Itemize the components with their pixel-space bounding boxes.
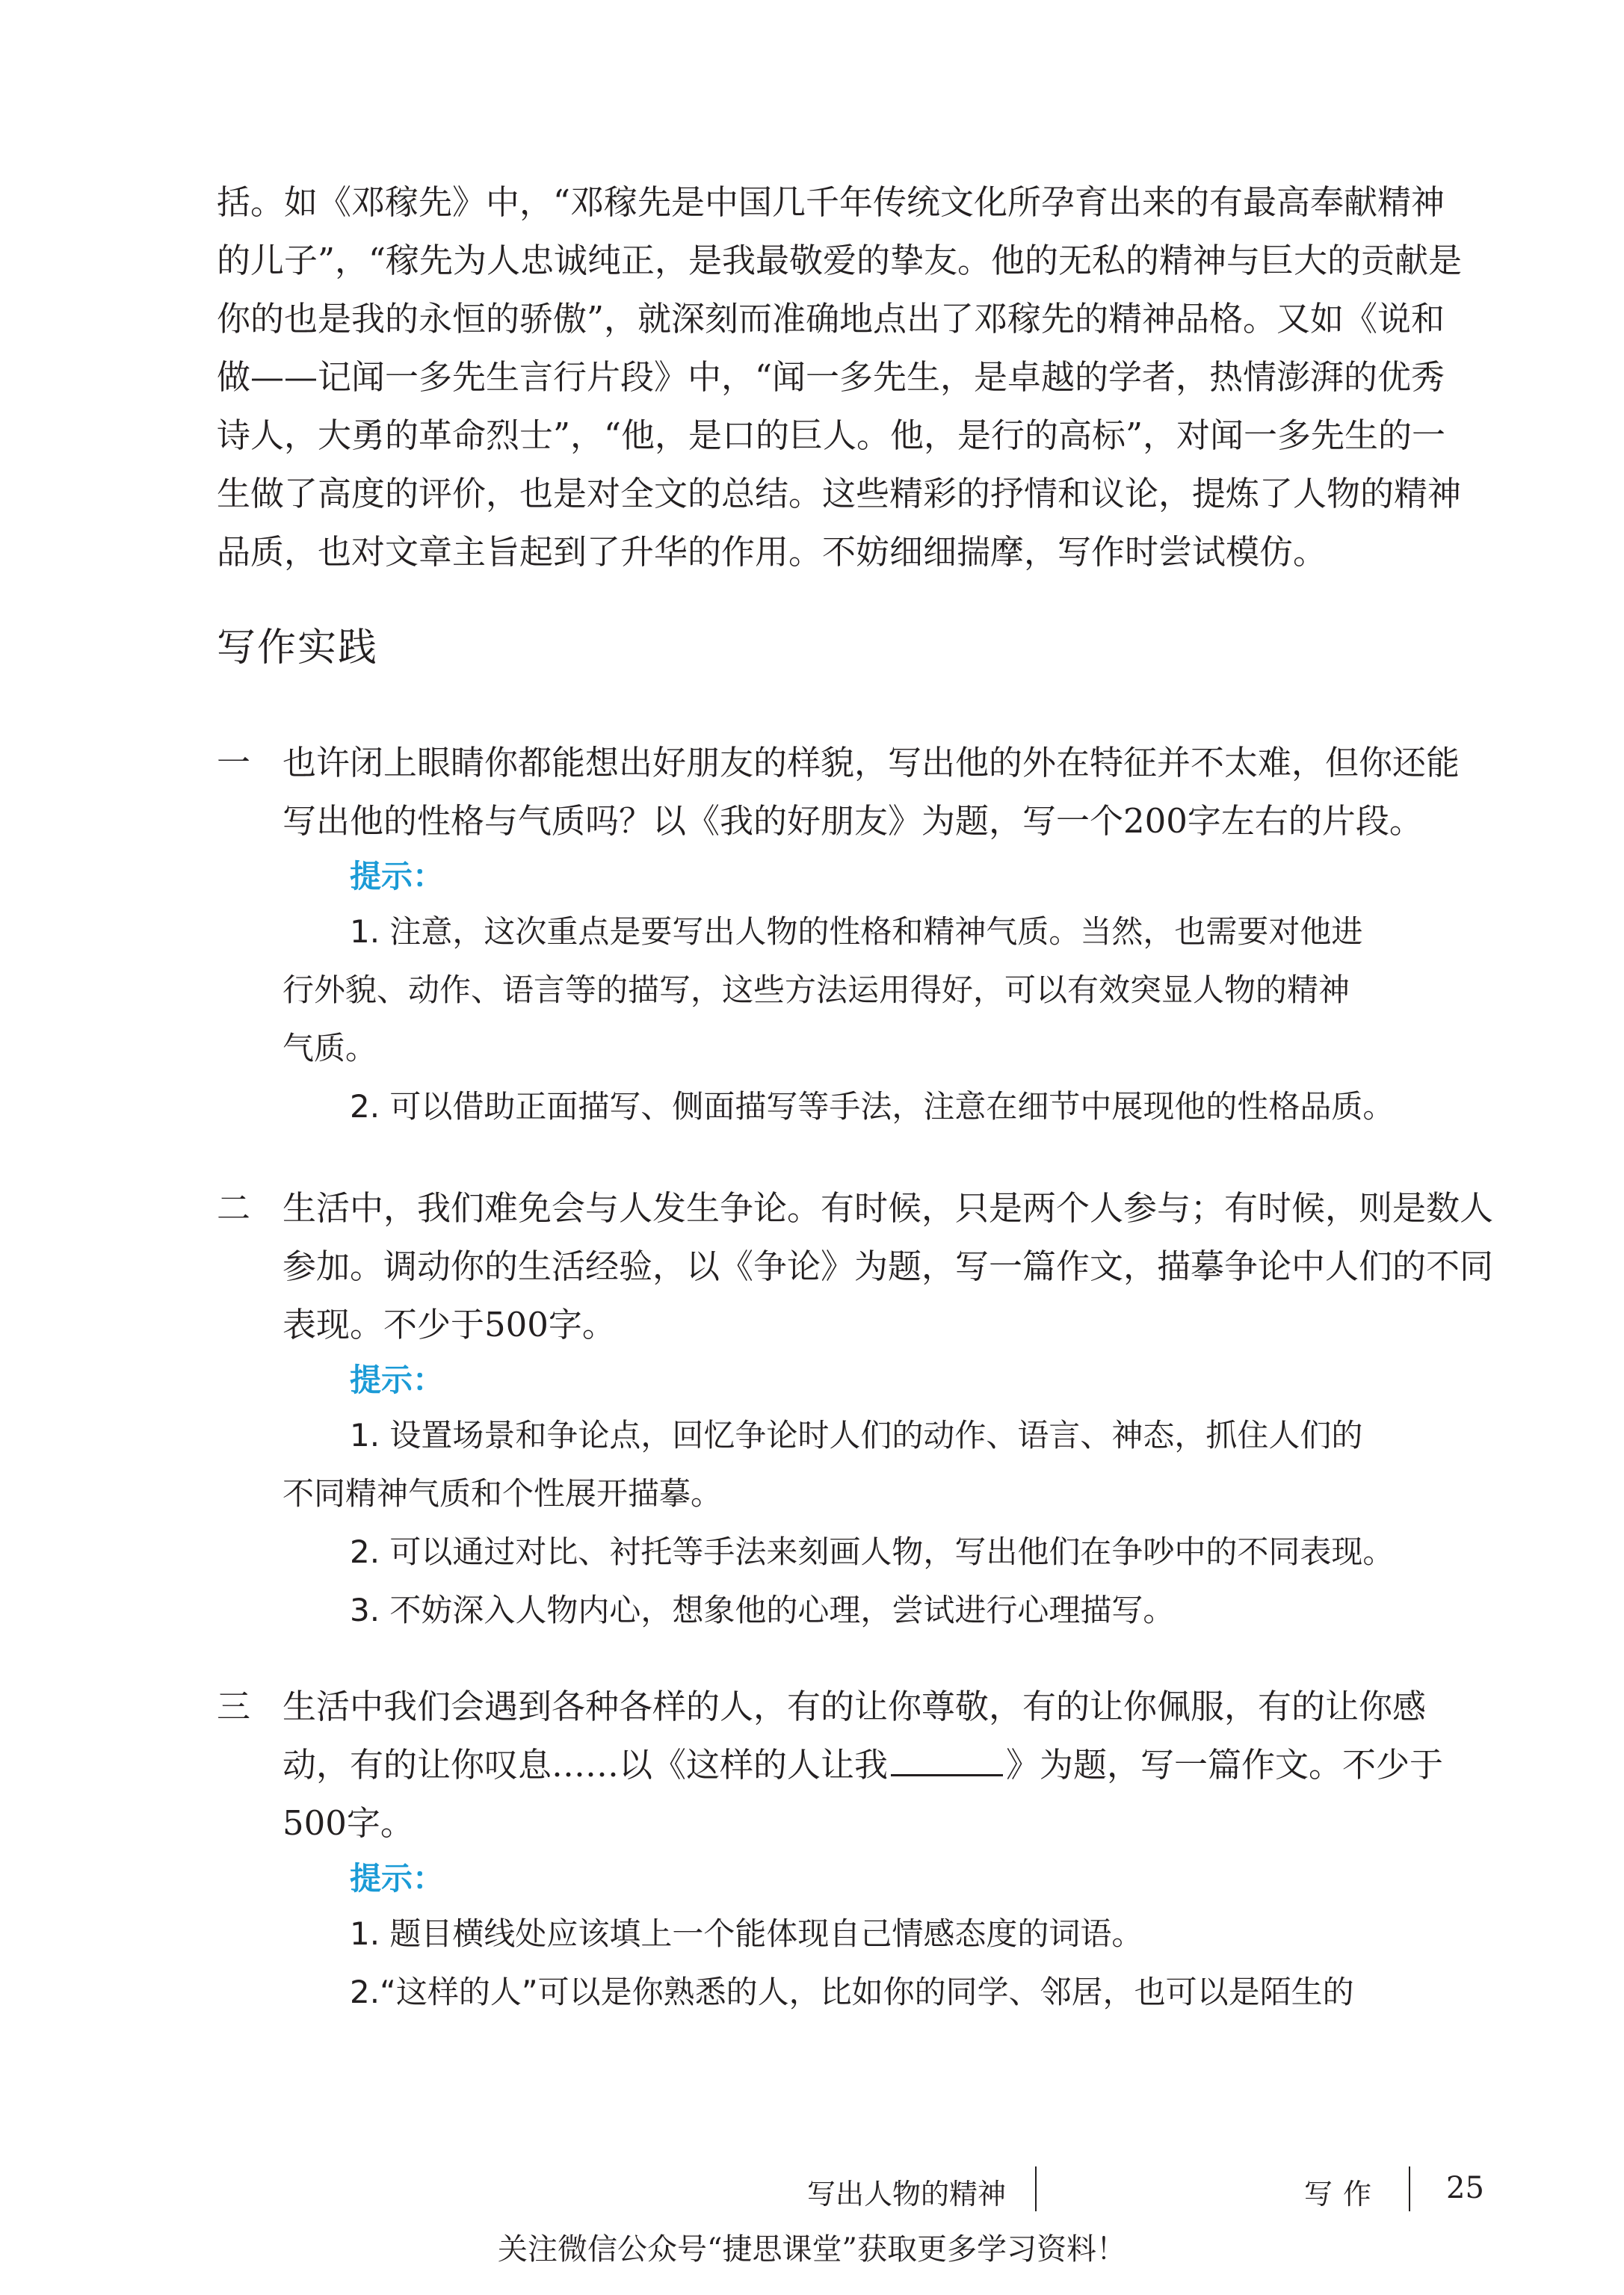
writing-task-2 [217, 1179, 1502, 1640]
hint-line: 不同精神气质和个性展开描摹。 [282, 1475, 723, 1512]
task-line-part: 》为题，写一篇作文。不少于 [1006, 1745, 1444, 1785]
task-number: 一 [217, 743, 251, 782]
footer-section-title: 写作 [1304, 2178, 1383, 2211]
task-number: 二 [217, 1188, 251, 1228]
section-heading: 写作实践 [217, 626, 379, 670]
hint-label: 提示： [350, 1362, 445, 1398]
task-number: 三 [217, 1687, 251, 1726]
hint-line: 行外貌、动作、语言等的描写，这些方法运用得好，可以有效突显人物的精神 [282, 972, 1350, 1008]
hint-label: 提示： [350, 858, 445, 895]
task-line: 500字。 [282, 1803, 414, 1843]
task-line-with-blank [282, 1736, 1502, 1794]
intro-line: 生做了高度的评价，也是对全文的总结。这些精彩的抒情和议论，提炼了人物的精神 [217, 474, 1462, 513]
page-number: 25 [1446, 2171, 1484, 2205]
task-line-part: 动，有的让你叹息……以《这样的人让我 [282, 1745, 889, 1785]
page-footer [0, 2171, 1624, 2216]
intro-line: 诗人，大勇的革命烈士”，“他，是口的巨人。他，是行的高标”，对闻一多先生的一 [217, 416, 1446, 455]
footer-divider [1409, 2166, 1410, 2211]
hint-line: 1. 设置场景和争论点，回忆争论时人们的动作、语言、神态，抓住人们的 [350, 1417, 1363, 1454]
fill-in-blank [891, 1741, 1003, 1776]
hint-line: 2.“这样的人”可以是你熟悉的人，比如你的同学、邻居，也可以是陌生的 [350, 1974, 1354, 2010]
task-line: 写出他的性格与气质吗？以《我的好朋友》为题，写一个200字左右的片段。 [282, 801, 1423, 841]
wechat-notice: 关注微信公众号“捷思课堂”获取更多学习资料！ [498, 2232, 1126, 2267]
hint-label: 提示： [350, 1860, 445, 1897]
hint-line: 2. 可以借助正面描写、侧面描写等手法，注意在细节中展现他的性格品质。 [350, 1088, 1395, 1125]
hint-line: 3. 不妨深入人物内心，想象他的心理，尝试进行心理描写。 [350, 1592, 1175, 1628]
writing-task-1 [217, 734, 1502, 1136]
hint-line: 1. 注意，这次重点是要写出人物的性格和精神气质。当然，也需要对他进 [350, 913, 1363, 950]
task-line: 表现。不少于500字。 [282, 1305, 616, 1344]
hint-line: 气质。 [282, 1030, 377, 1066]
hint-line: 2. 可以通过对比、衬托等手法来刻画人物，写出他们在争吵中的不同表现。 [350, 1533, 1395, 1570]
hint-line: 1. 题目横线处应该填上一个能体现自己情感态度的词语。 [350, 1915, 1143, 1952]
footer-divider [1035, 2166, 1037, 2211]
intro-line: 你的也是我的永恒的骄傲”，就深刻而准确地点出了邓稼先的精神品格。又如《说和 [217, 299, 1445, 339]
task-line: 生活中我们会遇到各种各样的人，有的让你尊敬，有的让你佩服，有的让你感 [282, 1687, 1427, 1726]
task-line: 也许闭上眼睛你都能想出好朋友的样貌，写出他的外在特征并不太难，但你还能 [282, 743, 1460, 782]
task-line: 生活中，我们难免会与人发生争论。有时候，只是两个人参与；有时候，则是数人 [282, 1188, 1494, 1228]
hint-block [282, 1406, 1502, 1640]
intro-line: 品质，也对文章主旨起到了升华的作用。不妨细细揣摩，写作时尝试模仿。 [217, 532, 1327, 572]
writing-task-3 [217, 1678, 1502, 2021]
intro-line: 做——记闻一多先生言行片段》中，“闻一多先生，是卓越的学者，热情澎湃的优秀 [217, 357, 1445, 397]
intro-paragraph [217, 173, 1502, 581]
hint-block [282, 903, 1502, 1136]
task-line: 参加。调动你的生活经验，以《争论》为题，写一篇作文，描摹争论中人们的不同 [282, 1247, 1494, 1286]
footer-chapter-title: 写出人物的精神 [807, 2178, 1007, 2211]
intro-line: 括。如《邓稼先》中，“邓稼先是中国几千年传统文化所孕育出来的有最高奉献精神 [217, 182, 1445, 222]
hint-block [282, 1905, 1502, 2021]
intro-line: 的儿子”，“稼先为人忠诚纯正，是我最敬爱的挚友。他的无私的精神与巨大的贡献是 [217, 241, 1463, 280]
